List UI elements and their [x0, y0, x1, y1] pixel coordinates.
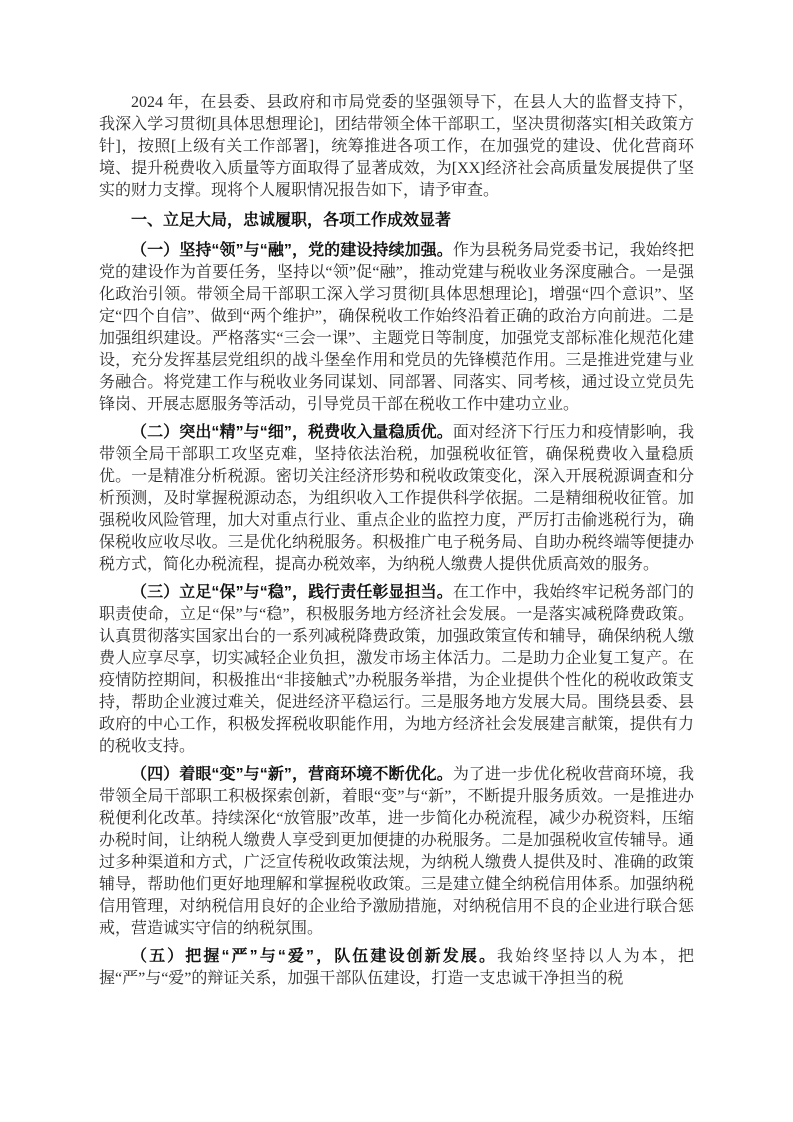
paragraph-4-lead: （四）着眼“变”与“新”，营商环境不断优化。 — [131, 766, 453, 783]
paragraph-2-lead: （二）突出“精”与“细”，税费收入量稳质优。 — [131, 424, 453, 441]
paragraph-3-lead: （三）立足“保”与“稳”，践行责任彰显担当。 — [131, 584, 453, 601]
section-heading-1 — [99, 210, 694, 232]
paragraph-3-body: 在工作中，我始终牢记税务部门的职责使命，立足“保”与“稳”，积极服务地方经济社会发展。一是落实减税降费政策。认真贯彻落实国家出台的一系列减税降费政策，加强政策宣传和辅导，确保纳税人缴费人应享尽享，切实减轻企业负担，激发市场主体活力。二是助力企业复工复产。在疫情防控期间，积极推出“非接触式”办税服务举措，为企业提供个性化的税收政策支持，帮助企业渡过难关，促进经济平稳运行。三是服务地方发展大局。围绕县委、县政府的中心工作，积极发挥税收职能作用，为地方经济社会发展建言献策，提供有力的税收支持。 — [99, 584, 694, 755]
paragraph-1-body: 作为县税务局党委书记，我始终把党的建设作为首要任务，坚持以“领”促“融”，推动党建与税收业务深度融合。一是强化政治引领。带领全局干部职工深入学习贯彻[具体思想理论]，增强“四个意识”、坚定“四个自信”、做到“两个维护”，确保税收工作始终沿着正确的政治方向前进。二是加强组织建设。严格落实“三会一课”、主题党日等制度，加强党支部标准化规范化建设，充分发挥基层党组织的战斗堡垒作用和党员的先锋模范作用。三是推进党建与业务融合。将党建工作与税收业务同谋划、同部署、同落实、同考核，通过设立党员先锋岗、开展志愿服务等活动，引导党员干部在税收工作中建功立业。 — [99, 242, 694, 413]
paragraph-1-lead: （一）坚持“领”与“融”，党的建设持续加强。 — [131, 242, 453, 259]
report-paragraph-5 — [99, 946, 694, 990]
paragraph-2-body: 面对经济下行压力和疫情影响，我带领全局干部职工攻坚克难，坚持依法治税，加强税收征管，确保税费收入量稳质优。一是精准分析税源。密切关注经济形势和税收政策变化，深入开展税源调查和分析预测，及时掌握税源动态，为组织收入工作提供科学依据。二是精细税收征管。加强税收风险管理，加大对重点行业、重点企业的监控力度，严厉打击偷逃税行为，确保税收应收尽收。三是优化纳税服务。积极推广电子税务局、自助办税终端等便捷办税方式，简化办税流程，提高办税效率，为纳税人缴费人提供优质高效的服务。 — [99, 424, 694, 573]
report-paragraph-3 — [99, 582, 694, 758]
paragraph-4-body: 为了进一步优化税收营商环境，我带领全局干部职工积极探索创新，着眼“变”与“新”，不断提升服务质效。一是推进办税便利化改革。持续深化“放管服”改革，进一步简化办税流程，减少办税资料，压缩办税时间，让纳税人缴费人享受到更加便捷的办税服务。二是加强税收宣传辅导。通过多种渠道和方式，广泛宣传税收政策法规，为纳税人缴费人提供及时、准确的政策辅导，帮助他们更好地理解和掌握税收政策。三是建立健全纳税信用体系。加强纳税信用管理，对纳税信用良好的企业给予激励措施，对纳税信用不良的企业进行联合惩戒，营造诚实守信的纳税氛围。 — [99, 766, 694, 937]
section-heading-text: 一、立足大局，忠诚履职，各项工作成效显著 — [131, 212, 452, 229]
paragraph-5-lead: （五）把握“严”与“爱”，队伍建设创新发展。 — [131, 948, 498, 965]
report-paragraph-2 — [99, 422, 694, 576]
paragraph-5-body: 我始终坚持以人为本，把握“严”与“爱”的辩证关系，加强干部队伍建设，打造一支忠诚干净担当的税 — [99, 948, 694, 987]
report-paragraph-4 — [99, 764, 694, 940]
intro-paragraph — [99, 92, 694, 202]
report-paragraph-1 — [99, 240, 694, 416]
intro-text: 2024 年，在县委、县政府和市局党委的坚强领导下，在县人大的监督支持下，我深入学习贯彻[具体思想理论]，团结带领全体干部职工，坚决贯彻落实[相关政策方针]，按照[上级有关工作部署]，统筹推进各项工作，在加强党的建设、优化营商环境、提升税费收入质量等方面取得了显著成效，为[XX]经济社会高质量发展提供了坚实的财力支撑。现将个人履职情况报告如下，请予审查。 — [99, 94, 694, 199]
